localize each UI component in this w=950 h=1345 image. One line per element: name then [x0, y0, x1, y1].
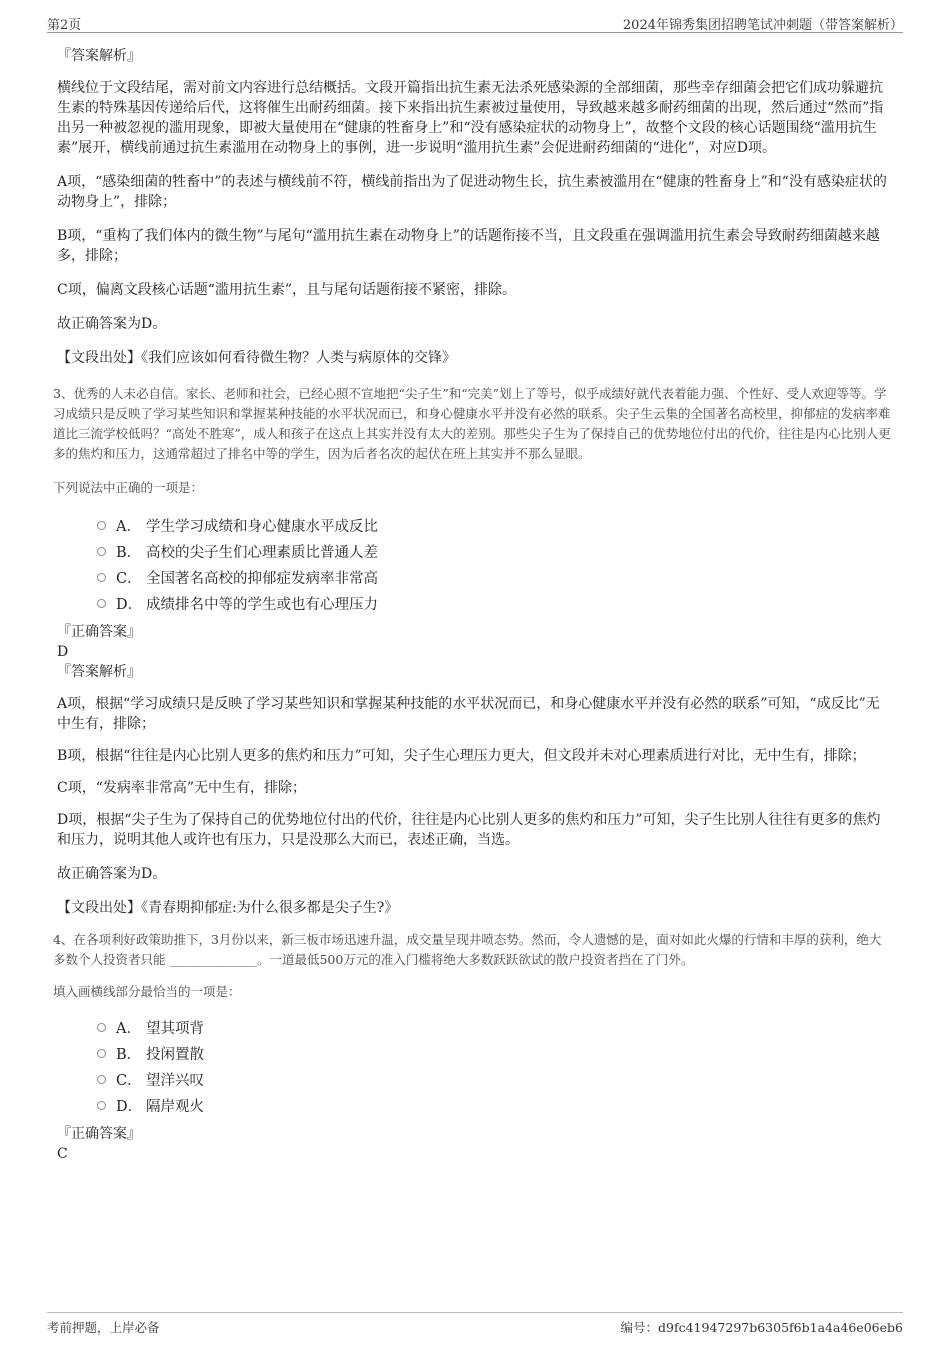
option-b[interactable]: B． 投闲置散: [97, 1040, 893, 1066]
question-3-stem: 3、优秀的人未必自信。家长、老师和社会，已经心照不宣地把“尖子生”和“完美”划上了等号，似乎成绩好就代表着能力强、个性好、受人欢迎等等。学习成绩只是反映了学习某些知识和掌握某种技能的水平状况而已，和身心健康水平并没有必然的联系。尖子生云集的全国著名高校里，抑郁症的发病率难道比三流学校低吗？“高处不胜寒”，成人和孩子在这点上其实并没有太大的差别。那些尖子生为了保持自己的优势地位付出的代价，往往是内心比别人更多的焦灼和压力，这通常超过了排名中等的学生，因为后者名次的起伏在班上其实并不那么显眼。: [53, 386, 891, 461]
question-4-options: [97, 1014, 893, 1118]
analysis-label: 『答案解析』: [57, 48, 141, 64]
analysis-conclusion: 故正确答案为D。: [57, 316, 167, 332]
analysis-option-b: B项，“重构了我们体内的微生物”与尾句“滥用抗生素在动物身上”的话题衔接不当，且文段重在强调滥用抗生素会导致耐药细菌越来越多，排除；: [57, 228, 880, 264]
radio-icon[interactable]: [97, 573, 106, 582]
source-citation: 【文段出处】《我们应该如何看待微生物？人类与病原体的交锋》: [57, 350, 456, 366]
page-footer: [47, 1312, 903, 1335]
question-3-prompt: 下列说法中正确的一项是：: [53, 480, 204, 495]
analysis-option-a: A项，根据“学习成绩只是反映了学习某些知识和掌握某种技能的水平状况而已，和身心健康水平并没有必然的联系”可知，“成反比”无中生有，排除；: [57, 696, 880, 732]
source-citation: 【文段出处】《青春期抑郁症:为什么很多都是尖子生?》: [57, 900, 399, 916]
question-4-prompt: 填入画横线部分最恰当的一项是：: [53, 984, 241, 999]
document-title: 2024年锦秀集团招聘笔试冲刺题（带答案解析）: [622, 18, 903, 33]
footer-slogan: 考前押题，上岸必备: [47, 1320, 160, 1335]
radio-icon[interactable]: [97, 1075, 106, 1084]
radio-icon[interactable]: [97, 1101, 106, 1110]
answer-value: C: [57, 1146, 68, 1162]
radio-icon[interactable]: [97, 1023, 106, 1032]
option-a[interactable]: A． 望其项背: [97, 1014, 893, 1040]
option-d[interactable]: D． 隔岸观火: [97, 1092, 893, 1118]
answer-label: 『正确答案』: [57, 1126, 141, 1142]
analysis-option-b: B项，根据“往往是内心比别人更多的焦灼和压力”可知，尖子生心理压力更大，但文段并未对心理素质进行对比，无中生有，排除；: [57, 748, 866, 764]
question-4-stem: 4、在各项利好政策助推下，3月份以来，新三板市场迅速升温，成交量呈现井喷态势。然而，令人遗憾的是，面对如此火爆的行情和丰厚的获利，绝大多数个人投资者只能 ______________。一道最低500万元的准入门槛将绝大多数跃跃欲试的散户投资者挡在了门外。: [53, 932, 882, 967]
option-c[interactable]: C． 望洋兴叹: [97, 1066, 893, 1092]
radio-icon[interactable]: [97, 1049, 106, 1058]
document-body: [53, 46, 893, 1164]
answer-label: 『正确答案』: [57, 624, 141, 640]
option-b[interactable]: B． 高校的尖子生们心理素质比普通人差: [97, 538, 893, 564]
radio-icon[interactable]: [97, 547, 106, 556]
document-id: 编号：d9fc41947297b6305f6b1a4a46e06eb6: [620, 1320, 903, 1335]
question-3-options: [97, 512, 893, 616]
analysis-option-c: C项，偏离文段核心话题“滥用抗生素”，且与尾句话题衔接不紧密，排除。: [57, 282, 517, 298]
option-d[interactable]: D． 成绩排名中等的学生或也有心理压力: [97, 590, 893, 616]
analysis-paragraph: 横线位于文段结尾，需对前文内容进行总结概括。文段开篇指出抗生素无法杀死感染源的全部细菌，那些幸存细菌会把它们成功躲避抗生素的特殊基因传递给后代，这将催生出耐药细菌。接下来指出抗生素被过量使用，导致越来越多耐药细菌的出现，然后通过“然而”指出另一种被忽视的滥用现象，即被大量使用在“健康的牲畜身上”和“没有感染症状的动物身上”，故整个文段的核心话题围绕“滥用抗生素”展开，横线前通过抗生素滥用在动物身上的事例，进一步说明“滥用抗生素”会促进耐药细菌的“进化”，对应D项。: [57, 80, 884, 156]
radio-icon[interactable]: [97, 599, 106, 608]
page-header: [47, 12, 903, 33]
analysis-option-a: A项，“感染细菌的牲畜中”的表述与横线前不符，横线前指出为了促进动物生长，抗生素被滥用在“健康的牲畜身上”和“没有感染症状的动物身上”，排除；: [57, 174, 887, 210]
analysis-conclusion: 故正确答案为D。: [57, 866, 167, 882]
page-number: 第2页: [47, 18, 82, 33]
radio-icon[interactable]: [97, 521, 106, 530]
option-c[interactable]: C． 全国著名高校的抑郁症发病率非常高: [97, 564, 893, 590]
analysis-option-d: D项，根据“尖子生为了保持自己的优势地位付出的代价，往往是内心比别人更多的焦灼和压力”可知，尖子生比别人往往有更多的焦灼和压力，说明其他人或许也有压力，只是没那么大而已，表述正确，当选。: [57, 812, 881, 848]
option-a[interactable]: A． 学生学习成绩和身心健康水平成反比: [97, 512, 893, 538]
answer-value: D: [57, 644, 69, 660]
analysis-option-c: C项，“发病率非常高”无中生有，排除；: [57, 780, 307, 796]
analysis-label: 『答案解析』: [57, 664, 141, 680]
